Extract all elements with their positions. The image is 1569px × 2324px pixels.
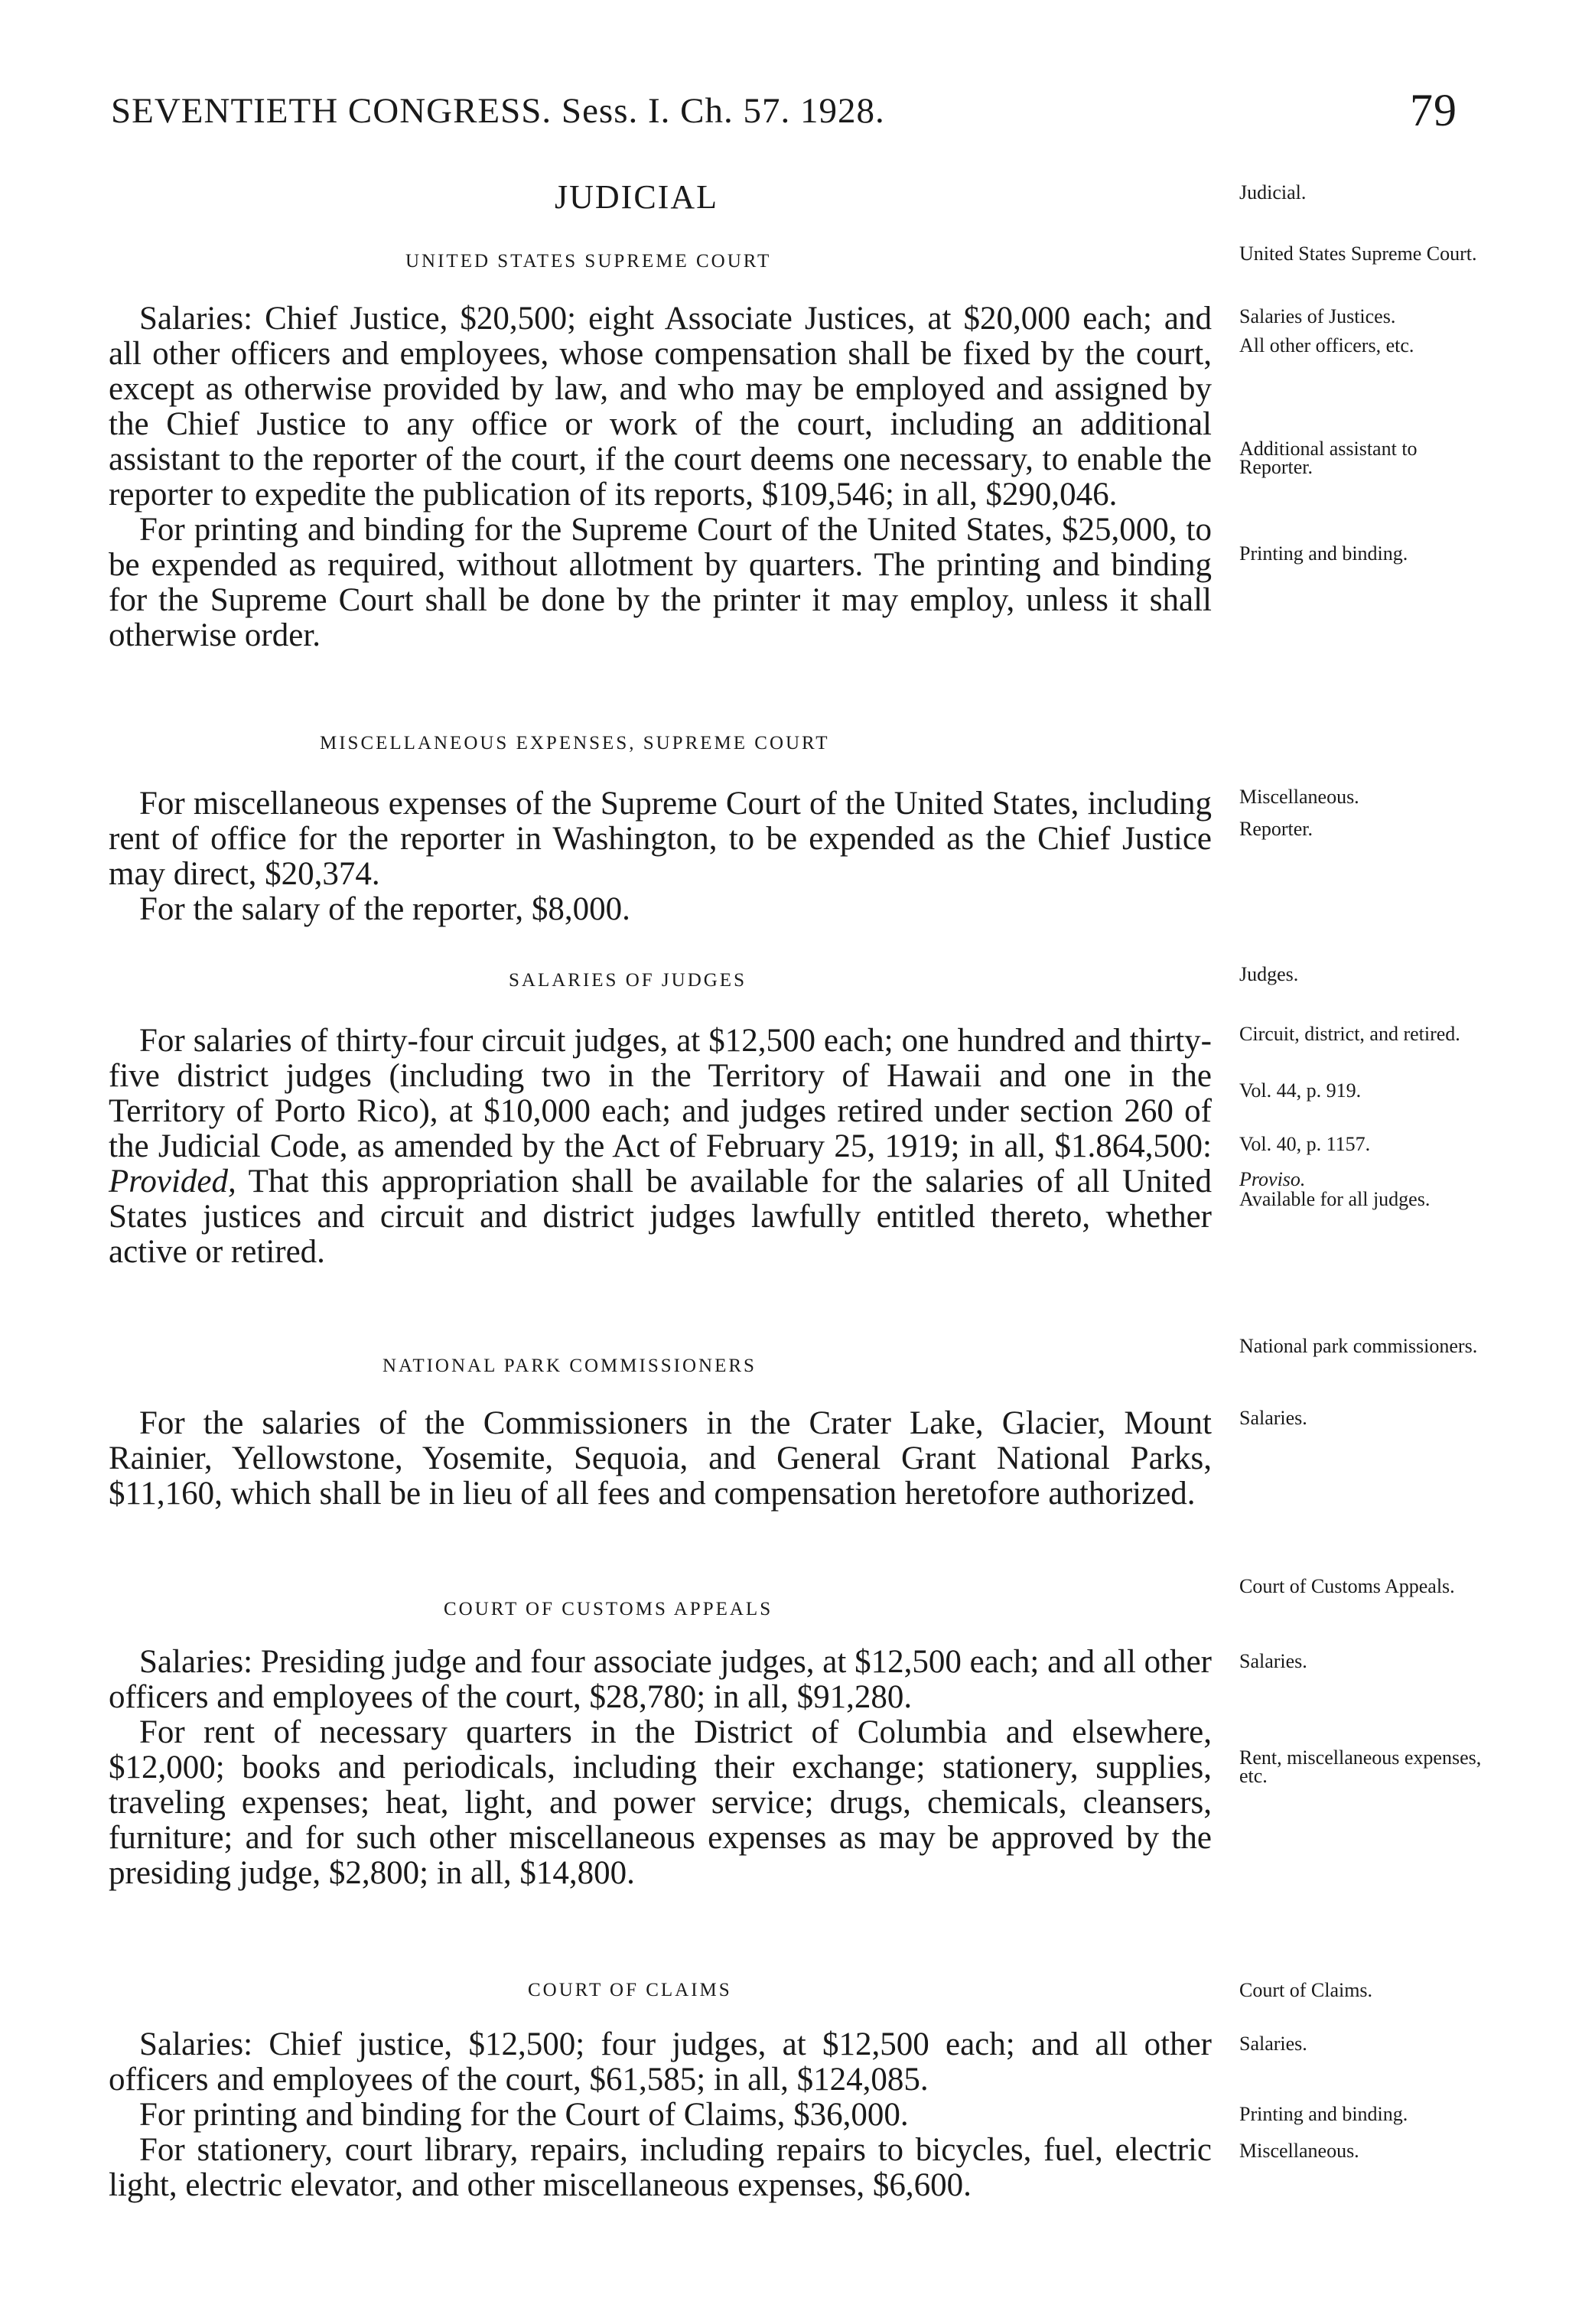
paragraph (109, 1024, 1212, 1270)
margin-note: Salaries. (1239, 2033, 1307, 2055)
margin-note: Proviso. (1239, 1168, 1306, 1190)
park-text (109, 1406, 1212, 1512)
proviso-word: Provided, (109, 1164, 236, 1199)
margin-note: Salaries of Justices. (1239, 305, 1396, 327)
paragraph: For the salaries of the Commissioners in the Crater Lake, Glacier, Mount Rainier, Yellowstone, Yosemite, Sequoia, and General Grant National Parks, $11,160, which shall be in lieu of all fees and compensation heretofore authorized. (109, 1405, 1212, 1512)
margin-note: Court of Customs Appeals. (1239, 1575, 1455, 1597)
margin-note: Vol. 40, p. 1157. (1239, 1133, 1371, 1155)
section-heading-customs: COURT OF CUSTOMS APPEALS (444, 1599, 773, 1619)
margin-note: Judicial. (1239, 181, 1307, 203)
paragraph: For printing and binding for the Supreme Court of the United States, $25,000, to be expended as required, without allotment by quarters. The printing and binding for the Supreme Court shall be done by the printer it may employ, unless it shall otherwise order. (109, 512, 1212, 653)
margin-note: Additional assistant to Reporter. (1239, 438, 1418, 478)
paragraph: For miscellaneous expenses of the Supreme Court of the United States, including rent of office for the reporter in Washington, to be expended as the Chief Justice may direct, $20,374. (109, 786, 1212, 892)
margin-note: Miscellaneous. (1239, 786, 1359, 808)
margin-note: Available for all judges. (1239, 1188, 1431, 1210)
margin-note: Printing and binding. (1239, 542, 1408, 565)
section-heading-misc-expenses: MISCELLANEOUS EXPENSES, SUPREME COURT (320, 733, 830, 754)
paragraph: Salaries: Presiding judge and four associate judges, at $12,500 each; and all other officers and employees of the court, $28,780; in all, $91,280. (109, 1644, 1212, 1715)
running-head (111, 85, 1457, 135)
margin-note: Judges. (1239, 963, 1299, 985)
margin-note: All other officers, etc. (1239, 334, 1414, 356)
supreme-court-text (109, 301, 1212, 653)
paragraph: Salaries: Chief justice, $12,500; four judges, at $12,500 each; and all other officers and employees of the court, $61,585; in all, $124,085. (109, 2026, 1212, 2098)
margin-note: Reporter. (1239, 818, 1313, 840)
margin-note: Vol. 44, p. 919. (1239, 1079, 1362, 1102)
paragraph: For printing and binding for the Court of Claims, $36,000. (139, 2097, 909, 2133)
page-number: 79 (1410, 85, 1457, 135)
margin-note: Salaries. (1239, 1650, 1307, 1672)
margin-note: United States Supreme Court. (1239, 242, 1477, 265)
margin-note: Printing and binding. (1239, 2103, 1408, 2125)
margin-note: Salaries. (1239, 1407, 1307, 1429)
section-heading-supreme-court: UNITED STATES SUPREME COURT (405, 251, 772, 272)
margin-note: Rent, miscellaneous expenses, etc. (1239, 1746, 1482, 1787)
page-title: JUDICIAL (555, 178, 718, 216)
margin-note: Miscellaneous. (1239, 2140, 1359, 2162)
customs-text (109, 1645, 1212, 1891)
text-run: That this appropriation shall be available for the salaries of all United States justices and circuit and district judges lawfully entitled thereto, whether active or retired. (109, 1164, 1212, 1270)
misc-expenses-text (109, 786, 1212, 927)
judges-text (109, 1024, 1212, 1270)
running-head-text: SEVENTIETH CONGRESS. Sess. I. Ch. 57. 1928. (111, 91, 885, 131)
paragraph: For the salary of the reporter, $8,000. (139, 891, 630, 927)
margin-note: Court of Claims. (1239, 1979, 1373, 2001)
paragraph: Salaries: Chief Justice, $20,500; eight Associate Justices, at $20,000 each; and all other officers and employees, whose compensation shall be fixed by the court, except as otherwise provided by law, and who may be employed and assigned by the Chief Justice to any office or work of the court, including an additional assistant to the reporter of the court, if the court deems one necessary, to enable the reporter to expedite the publication of its reports, $109,546; in all, $290,046. (109, 301, 1212, 513)
section-heading-judges: SALARIES OF JUDGES (509, 970, 747, 991)
margin-note: National park commissioners. (1239, 1335, 1478, 1357)
paragraph: For rent of necessary quarters in the District of Columbia and elsewhere, $12,000; books and periodicals, including their exchange; stationery, supplies, traveling expenses; heat, light, and power service; drugs, chemicals, cleansers, furniture; and for such other miscellaneous expenses as may be approved by the presiding judge, $2,800; in all, $14,800. (109, 1714, 1212, 1891)
claims-text (109, 2027, 1212, 2203)
section-heading-claims: COURT OF CLAIMS (528, 1980, 732, 2000)
text-run: For salaries of thirty-four circuit judges, at $12,500 each; one hundred and thirty-five district judges (including two in the Territory of Hawaii and one in the Territory of Porto Rico), at $10,000 each; and judges retired under section 260 of the Judicial Code, as amended by the Act of February 25, 1919; in all, $1.864,500: (109, 1023, 1212, 1164)
margin-note: Circuit, district, and retired. (1239, 1023, 1460, 1045)
paragraph: For stationery, court library, repairs, including repairs to bicycles, fuel, electric light, electric elevator, and other miscellaneous expenses, $6,600. (109, 2132, 1212, 2203)
section-heading-park: NATIONAL PARK COMMISSIONERS (382, 1356, 757, 1376)
